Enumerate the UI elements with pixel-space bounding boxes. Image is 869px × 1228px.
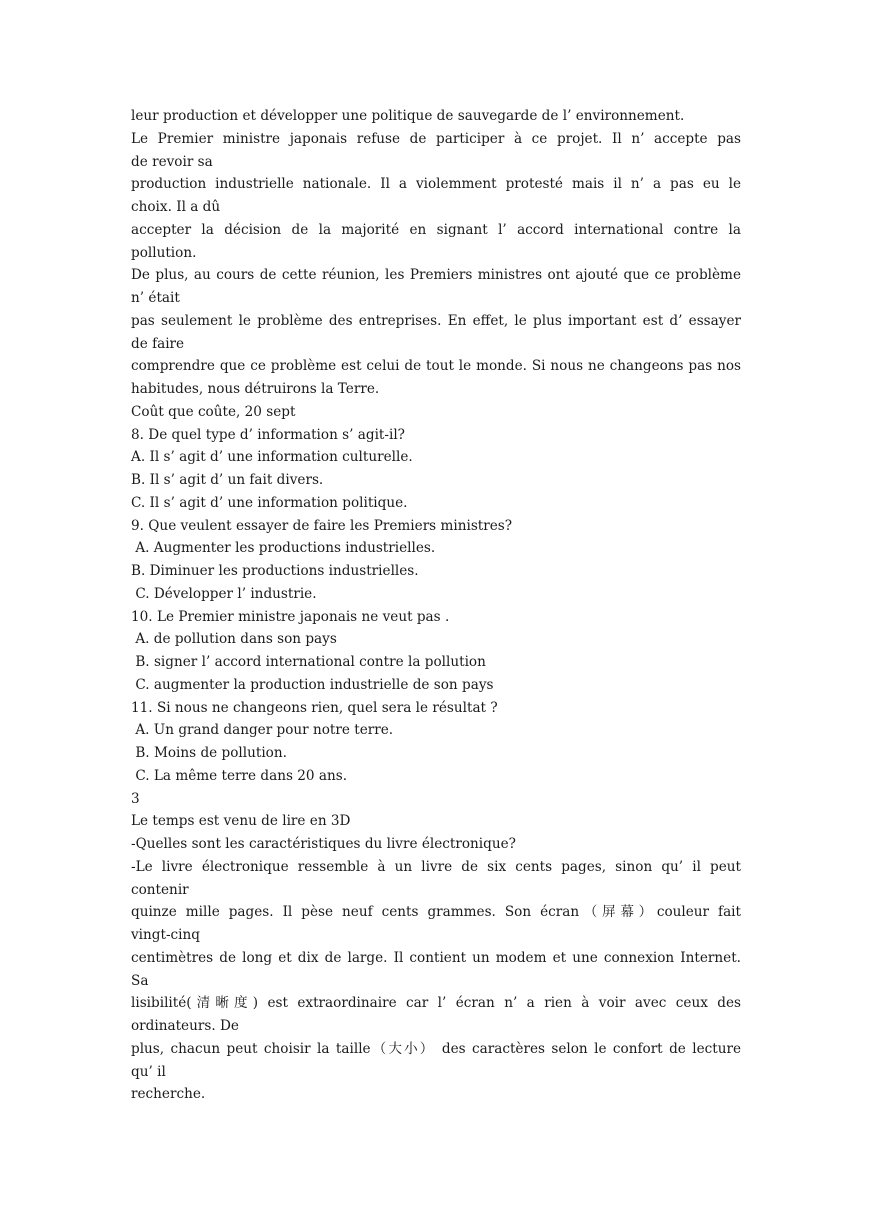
text-line: C. La même terre dans 20 ans.: [131, 767, 348, 784]
text-line: recherche.: [131, 1086, 206, 1103]
text-line: qu’ il: [131, 1063, 166, 1080]
text-line: Coût que coûte, 20 sept: [131, 403, 296, 420]
text-line: 11. Si nous ne changeons rien, quel sera le résultat ?: [131, 699, 498, 716]
text-line: B. Moins de pollution.: [131, 745, 287, 761]
text-line: contenir: [131, 881, 189, 898]
text-line: centimètres de long et dix de large. Il contient un modem et une connexion Internet.: [131, 949, 741, 966]
text-line: plus, chacun peut choisir la taille（大小） des caractères selon le confort de lecture: [131, 1040, 741, 1057]
text-line: Sa: [131, 972, 149, 989]
text-line: comprendre que ce problème est celui de tout le monde. Si nous ne changeons pas nos: [131, 358, 741, 375]
text-line: 10. Le Premier ministre japonais ne veut pas .: [131, 608, 450, 625]
text-line: ordinateurs. De: [131, 1018, 239, 1034]
text-line: -Quelles sont les caractéristiques du livre électronique?: [131, 836, 516, 852]
text-line: B. Il s’ agit d’ un fait divers.: [131, 472, 324, 488]
text-line: C. Développer l’ industrie.: [131, 585, 317, 602]
text-line: De plus, au cours de cette réunion, les Premiers ministres ont ajouté que ce problème: [131, 267, 741, 284]
text-line: A. Augmenter les productions industrielles.: [131, 540, 436, 557]
text-line: 8. De quel type d’ information s’ agit-il?: [131, 426, 405, 443]
text-line: -Le livre électronique ressemble à un livre de six cents pages, sinon qu’ il peut: [131, 858, 741, 875]
text-line: Le temps est venu de lire en 3D: [131, 813, 351, 830]
text-line: production industrielle nationale. Il a violemment protesté mais il n’ a pas eu le: [131, 176, 741, 193]
text-line: de revoir sa: [131, 153, 213, 170]
document-page: [131, 105, 741, 1106]
text-line: n’ était: [131, 290, 180, 306]
text-line: accepter la décision de la majorité en signant l’ accord international contre la: [131, 221, 741, 238]
text-line: B. Diminuer les productions industrielles.: [131, 563, 419, 579]
text-line: A. de pollution dans son pays: [131, 631, 337, 648]
text-line: C. Il s’ agit d’ une information politique.: [131, 494, 408, 511]
text-line: leur production et développer une politique de sauvegarde de l’ environnement.: [131, 108, 685, 124]
text-line: pollution.: [131, 244, 197, 261]
text-line: A. Un grand danger pour notre terre.: [131, 722, 394, 739]
text-line: 9. Que veulent essayer de faire les Premiers ministres?: [131, 517, 513, 534]
text-line: B. signer l’ accord international contre la pollution: [131, 654, 486, 670]
text-line: quinze mille pages. Il pèse neuf cents grammes. Son écran（屏幕）couleur fait: [131, 904, 741, 921]
text-line: A. Il s’ agit d’ une information culturelle.: [131, 449, 413, 466]
text-line: 3: [131, 790, 140, 807]
text-line: Le Premier ministre japonais refuse de participer à ce projet. Il n’ accepte pas: [131, 130, 741, 147]
text-line: de faire: [131, 335, 185, 352]
text-line: vingt-cinq: [131, 927, 200, 943]
text-line: pas seulement le problème des entreprises. En effet, le plus important est d’ essayer: [131, 312, 741, 329]
text-line: choix. Il a dû: [131, 199, 221, 215]
text-line: C. augmenter la production industrielle de son pays: [131, 676, 494, 693]
text-line: lisibilité(清晰度) est extraordinaire car l’ écran n’ a rien à voir avec ceux des: [131, 995, 741, 1012]
text-line: habitudes, nous détruirons la Terre.: [131, 381, 380, 397]
